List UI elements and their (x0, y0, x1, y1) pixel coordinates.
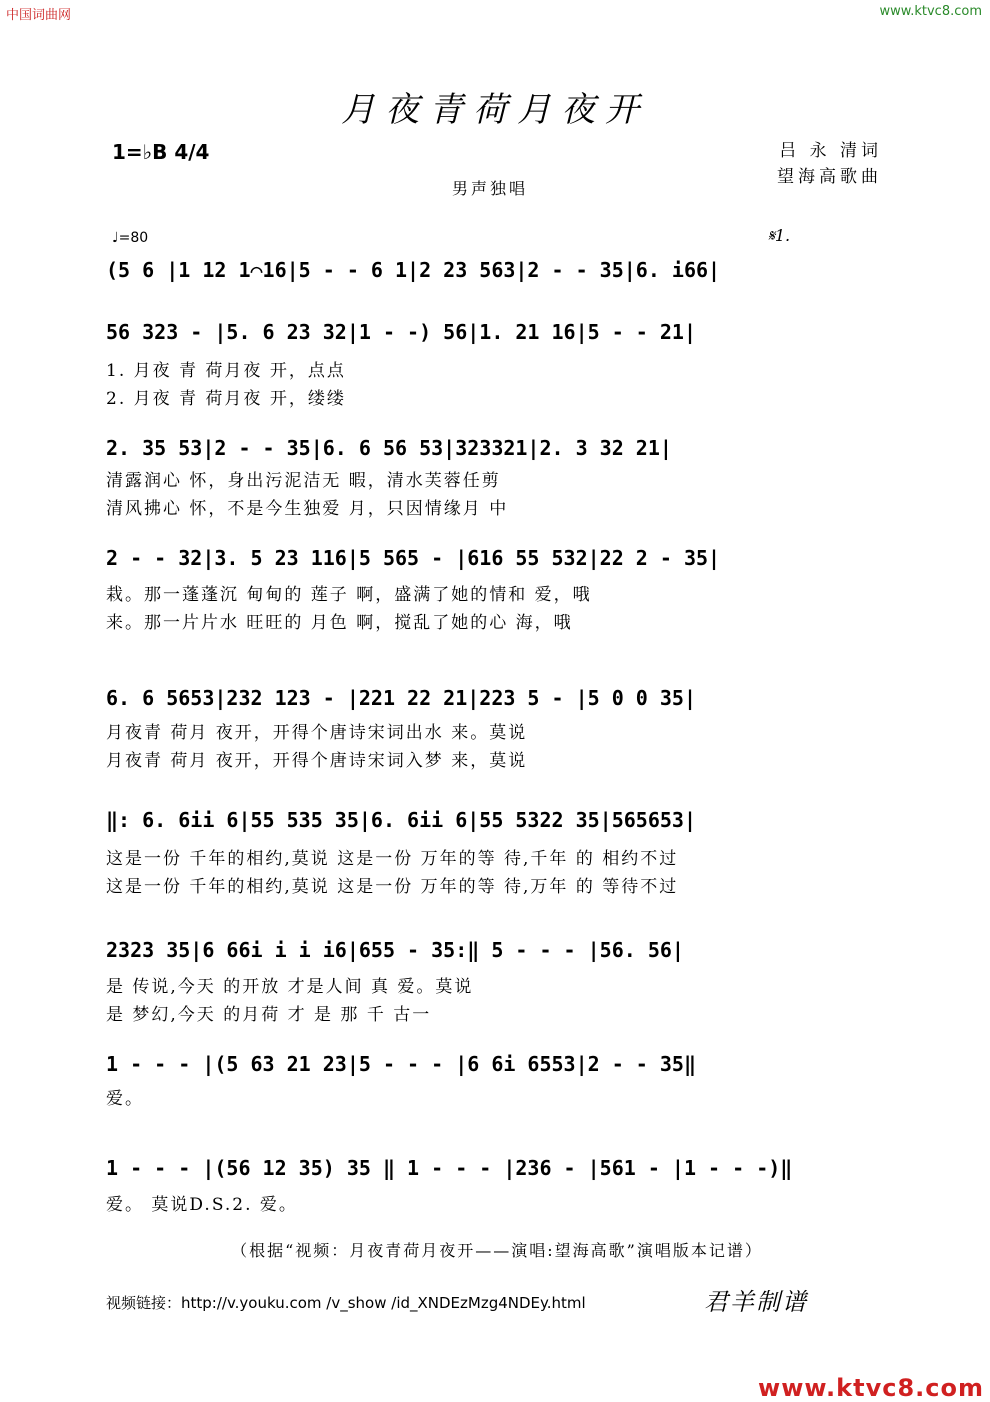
lyric-line: 清风拂心 怀，不是今生独爱 月，只因情缘月 中 (106, 499, 509, 519)
lyric-line: 是 梦幻,今天 的月荷 才 是 那 千 古一 (106, 1005, 432, 1025)
notation-line-2: 56 323 - |5. 6 23 32|1 - -) 56|1. 21 16|5 - - 21| (106, 320, 697, 344)
lyric-line: 爱。 莫说D.S.2. 爱。 (106, 1195, 298, 1215)
notation-line-8: 1 - - - |(5 63 21 23|5 - - - |6 6i 6553|2 - - 35‖ (106, 1052, 697, 1076)
credits (777, 138, 882, 190)
song-title: 月夜青荷月夜开 (341, 90, 649, 130)
lyric-line: 月夜青 荷月 夜开，开得个唐诗宋词入梦 来，莫说 (106, 751, 528, 771)
tempo-mark: ♩=80 (112, 230, 149, 246)
transcriber-signature: 君羊制谱 (704, 1288, 808, 1316)
composer: 望海高歌曲 (777, 167, 882, 187)
notation-line-1: (5 6 |1 12 1⌒16|5 - - 6 1|2 23 563|2 - - 35|6. i66| (106, 258, 721, 282)
notation-line-5: 6. 6 5653|232 123 - |221 22 21|223 5 - |5 0 0 35| (106, 686, 697, 710)
notation-line-7: 2323 35|6 66i i i i6|655 - 35:‖ 5 - - - |56. 56| (106, 938, 684, 962)
lyric-line: 这是一份 千年的相约,莫说 这是一份 万年的等 待,万年 的 等待不过 (106, 877, 679, 897)
site-url-right: www.ktvc8.com (879, 4, 982, 19)
lyric-line: 2. 月夜 青 荷月夜 开，缕缕 (106, 389, 346, 409)
lyric-line: 是 传说,今天 的开放 才是人间 真 爱。莫说 (106, 977, 474, 997)
notation-line-3: 2. 35 53|2 - - 35|6. 6 56 53|323321|2. 3 32 21| (106, 436, 672, 460)
lyric-line: 1. 月夜 青 荷月夜 开，点点 (106, 361, 346, 381)
lyric-line: 月夜青 荷月 夜开，开得个唐诗宋词出水 来。莫说 (106, 723, 528, 743)
video-link[interactable]: 视频链接：http://v.youku.com /v_show /id_XNDEzMzg4NDEy.html (106, 1294, 586, 1312)
lyric-line: 这是一份 千年的相约,莫说 这是一份 万年的等 待,千年 的 相约不过 (106, 849, 679, 869)
lyric-line: 来。那一片片水 旺旺的 月色 啊，搅乱了她的心 海，哦 (106, 613, 573, 633)
key-signature: 1=♭B 4/4 (112, 140, 210, 164)
brand-watermark: www.ktvc8.com (758, 1374, 984, 1402)
segno-mark: 𝄋1. (768, 226, 791, 245)
notation-line-9: 1 - - - |(56 12 35) 35 ‖ 1 - - - |236 - |561 - |1 - - -)‖ (106, 1156, 793, 1180)
site-logo-left: 中国词曲网 (6, 8, 72, 23)
performer: 男声独唱 (452, 179, 529, 198)
lyric-line: 清露润心 怀，身出污泥洁无 暇，清水芙蓉任剪 (106, 471, 501, 491)
lyricist: 吕 永 清词 (779, 141, 882, 161)
source-note: （根据“视频：月夜青荷月夜开——演唱:望海高歌”演唱版本记谱） (231, 1241, 763, 1260)
notation-line-4: 2 - - 32|3. 5 23 116|5 565 - |616 55 532|22 2 - 35| (106, 546, 721, 570)
notation-line-6: ‖: 6. 6ii 6|55 535 35|6. 6ii 6|55 5322 35|565653| (106, 808, 697, 832)
lyric-line: 栽。那一蓬蓬沉 甸甸的 莲子 啊，盛满了她的情和 爱，哦 (106, 585, 592, 605)
lyric-line: 爱。 (106, 1089, 144, 1109)
